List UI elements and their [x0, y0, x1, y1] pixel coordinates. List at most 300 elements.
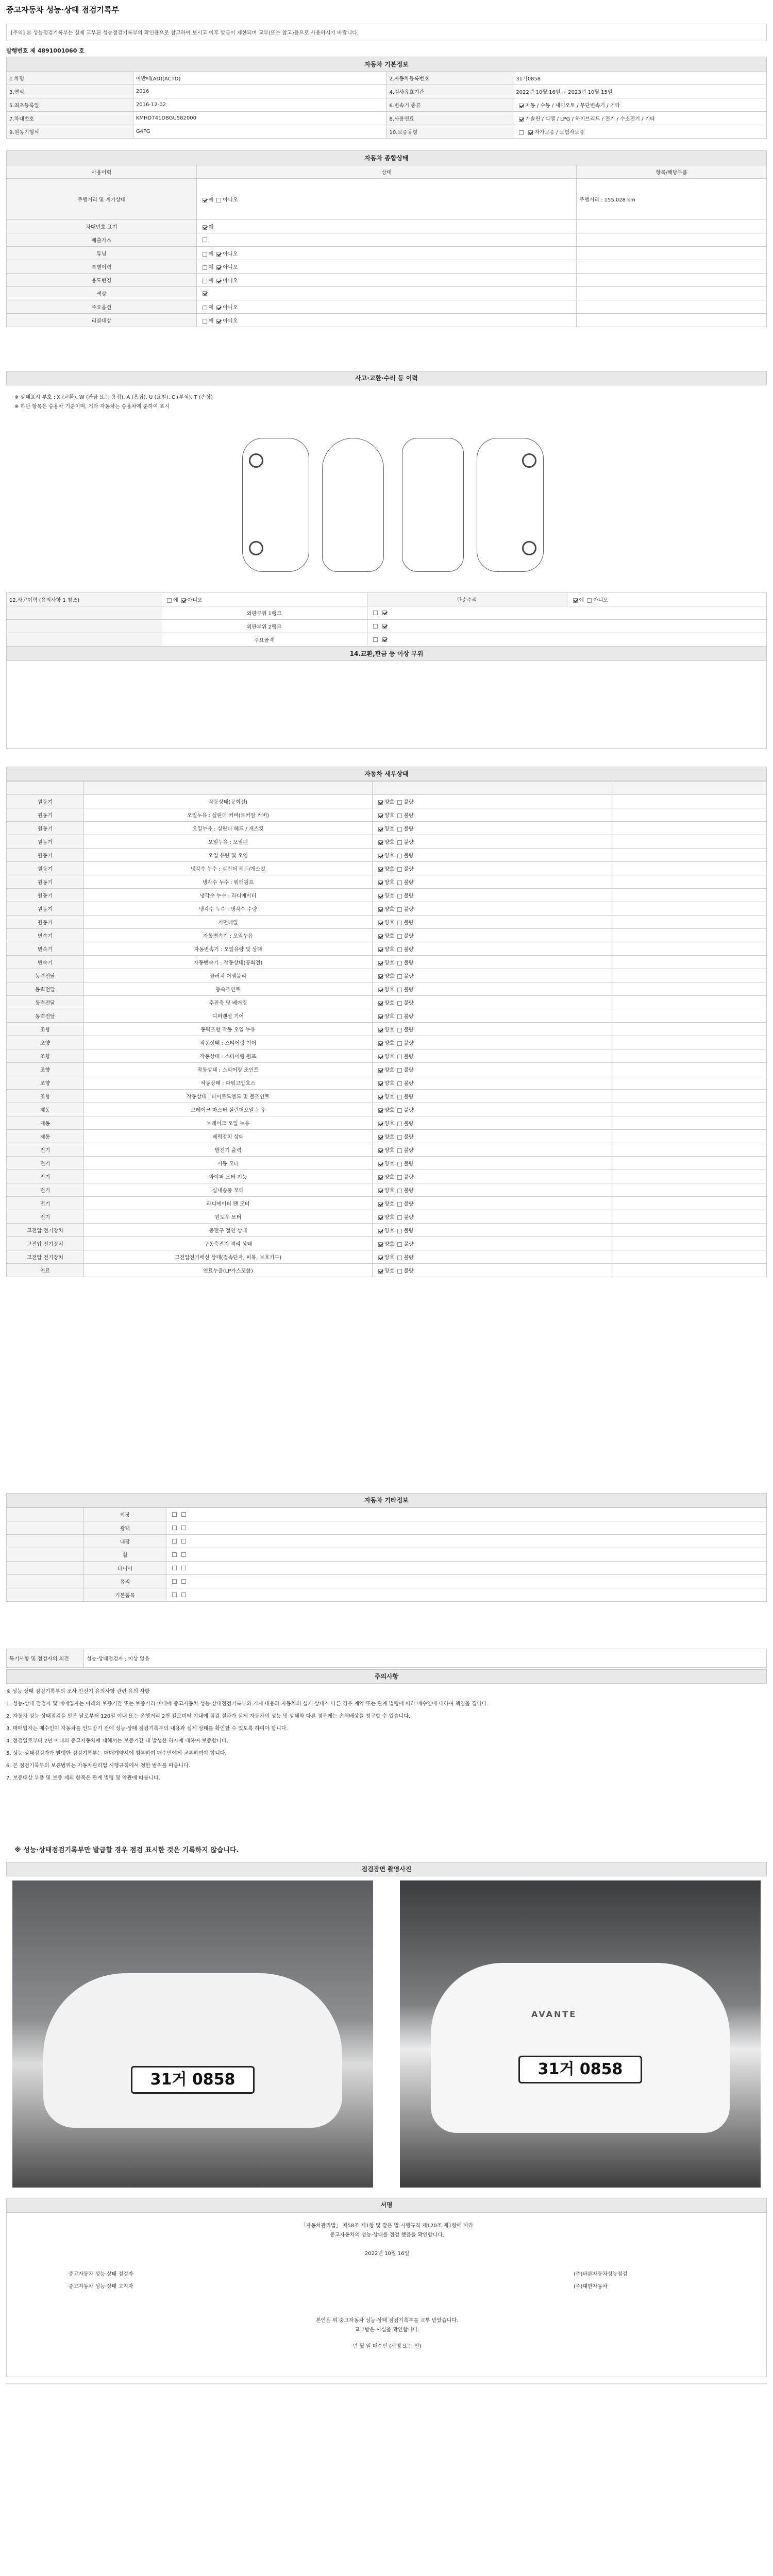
ok-label: 양호 [384, 800, 395, 805]
car-name-label: 1.차명 [7, 72, 133, 85]
detail-row [7, 929, 767, 942]
checkbox-icon [397, 1041, 402, 1046]
detail-state-cell [373, 1090, 612, 1103]
bad-label: 불량 [404, 1054, 414, 1060]
detail-row [7, 996, 767, 1009]
engine-type-label: 9.원동기형식 [7, 125, 133, 139]
usage-col-header: 사용이력 [7, 165, 197, 179]
checkbox-icon [397, 1148, 402, 1153]
detail-item-cell: 고전압전기배선 상태(접속단자, 피복, 보호기구) [84, 1250, 373, 1264]
detail-row [7, 1036, 767, 1049]
detail-state-cell [373, 1250, 612, 1264]
misc-state-cell [166, 1548, 767, 1562]
accident-history-label: 12.사고이력 (유의사항 1 참조) [7, 593, 161, 606]
fuel-options: 가솔린 / 디젤 / LPG / 하이브리드 / 전기 / 수소전기 / 기타 [525, 116, 655, 122]
emission-label: 배출가스 [7, 233, 197, 247]
misc-group-cell [7, 1535, 84, 1548]
bad-label: 불량 [404, 826, 414, 832]
bad-label: 불량 [404, 1228, 414, 1234]
transmission-label: 6.변속기 종류 [386, 98, 513, 112]
detail-row [7, 862, 767, 875]
checkbox-icon [378, 934, 383, 939]
note-item: 2. 자동차 성능·상태점검을 받은 날로부터 120일 이내 또는 운행거리 2천 킬로미터 이내에 점검 결과가 실제 자동차의 성능 및 상태와 다른 경우에는 손해배상을 청구할 수 있습니다. [6, 1714, 411, 1719]
detail-note-cell [612, 862, 767, 875]
detail-state-cell [373, 1210, 612, 1224]
checkbox-icon [397, 1229, 402, 1233]
car-frame-outline [402, 438, 464, 572]
detail-main-cell: 변속기 [7, 929, 84, 942]
checkbox-icon [378, 1175, 383, 1180]
detail-note-cell [612, 916, 767, 929]
detail-row [7, 916, 767, 929]
frame-label: 주요골격 [161, 633, 367, 647]
detail-state-cell [373, 1063, 612, 1076]
checkbox-icon [172, 1526, 177, 1530]
checkbox-icon [397, 1108, 402, 1113]
first-registration-value: 2016-12-02 [133, 98, 386, 112]
detail-note-cell [612, 1009, 767, 1023]
bad-label: 불량 [404, 840, 414, 845]
detail-main-cell: 제동 [7, 1103, 84, 1116]
checkbox-icon [172, 1552, 177, 1557]
report-notice: [주의] 본 성능점검기록부는 실제 교부된 성능점검기록부의 확인용으로 참고하여 보시고 이후 발급이 제한되며 교부(또는 참고)용으로 사용하시기 바랍니다. [6, 24, 767, 41]
checkbox-icon [378, 854, 383, 858]
bad-label: 불량 [404, 1027, 414, 1033]
checkbox-icon [519, 130, 524, 135]
accident-legend: ※ 상태표시 부호 : X (교환), W (판금 또는 용접), A (흠집), U (요철), C (부식), T (손상) [14, 395, 213, 400]
detail-note-cell [612, 1063, 767, 1076]
ok-label: 양호 [384, 1255, 395, 1261]
checkbox-icon [397, 1001, 402, 1006]
note-item: 1. 성능·상태 점검자 및 매매업자는 아래의 보증기간 또는 보증거리 이내에 중고자동차 성능·상태점검기록부의 기재 내용과 자동차의 실제 상태가 다른 경우 계약 또는 관계 법령에 따라 매수인에 대하여 책임을 집니다. [6, 1701, 489, 1707]
detail-state-cell [373, 1170, 612, 1183]
checkbox-icon [587, 598, 592, 603]
detail-row [7, 1076, 767, 1090]
rear-plate: 31거 0858 [518, 2056, 642, 2083]
checkbox-icon [181, 1552, 186, 1557]
detail-main-cell: 동력전달 [7, 996, 84, 1009]
detail-state-cell [373, 902, 612, 916]
inspection-period-label: 4.검사유효기간 [386, 85, 513, 98]
bad-label: 불량 [404, 1255, 414, 1261]
detail-item-cell: 브레이크 오일 누유 [84, 1116, 373, 1130]
misc-state-cell [166, 1508, 767, 1521]
checkbox-icon [397, 827, 402, 832]
bad-label: 불량 [404, 1161, 414, 1167]
detail-item-cell: 추진축 및 베어링 [84, 996, 373, 1009]
checkbox-icon [397, 1068, 402, 1073]
rank1-state [367, 606, 767, 620]
detail-state-cell [373, 1157, 612, 1170]
checkbox-icon [378, 1041, 383, 1046]
detail-main-cell: 전기 [7, 1157, 84, 1170]
detail-row [7, 1250, 767, 1264]
misc-row [7, 1562, 767, 1575]
front-photo [12, 1880, 373, 2188]
detail-state-cell [373, 1224, 612, 1237]
checkbox-icon [216, 306, 221, 310]
detail-item-cell: 자동변속기 : 오일누유 [84, 929, 373, 942]
ok-label: 양호 [384, 1188, 395, 1194]
detail-item-cell: 윈도우 모터 [84, 1210, 373, 1224]
detail-note-cell [612, 1116, 767, 1130]
detail-state-cell [373, 916, 612, 929]
engine-type-value: G4FG [133, 125, 386, 139]
detail-note-cell [612, 1264, 767, 1277]
checkbox-icon [181, 598, 186, 603]
buyer-signature-fields[interactable]: 년 월 일 매수인 (서명 또는 인) [352, 2344, 422, 2349]
checkbox-icon [373, 624, 378, 629]
detail-row [7, 1237, 767, 1250]
detail-main-cell: 연료 [7, 1264, 84, 1277]
front-plate: 31거 0858 [131, 2066, 255, 2094]
detail-note-cell [612, 1036, 767, 1049]
detail-main-cell: 고전압 전기장치 [7, 1224, 84, 1237]
detail-row [7, 1009, 767, 1023]
detail-item-cell: 작동상태 : 타이로드엔드 및 볼조인트 [84, 1090, 373, 1103]
vin-value: KMHD741DBGU582000 [133, 112, 386, 125]
detail-table [6, 781, 767, 1277]
checkbox-icon [378, 1148, 383, 1153]
checkbox-icon [167, 598, 172, 603]
option-no: 아니오 [223, 318, 238, 324]
detail-state-cell [373, 969, 612, 982]
state-col-header: 상태 [196, 165, 577, 179]
checkbox-icon [378, 974, 383, 979]
detail-main-cell: 조향 [7, 1049, 84, 1063]
detail-item-cell: 브레이크 마스터 실린더오일 누유 [84, 1103, 373, 1116]
bad-label: 불량 [404, 1067, 414, 1073]
receive-line2: 교부받은 사실을 확인합니다. [355, 2327, 419, 2333]
checkbox-icon [397, 1162, 402, 1166]
detail-main-cell: 조향 [7, 1023, 84, 1036]
detail-note-cell [612, 1157, 767, 1170]
wheel-icon [522, 541, 536, 555]
bad-label: 불량 [404, 1081, 414, 1087]
detail-state-cell [373, 1130, 612, 1143]
warranty-options: 자가보증 / 보험사보증 [534, 130, 584, 135]
notes-list [6, 1688, 767, 1787]
misc-row [7, 1521, 767, 1535]
tuning-state [196, 247, 577, 260]
checkbox-icon [397, 1055, 402, 1059]
document-number-suffix: 호 [79, 47, 85, 54]
checkbox-icon [397, 1175, 402, 1180]
transmission-options: 자동 / 수동 / 세미오토 / 무단변속기 / 기타 [525, 103, 620, 109]
accident-history-state [161, 593, 367, 606]
basic-info-table [6, 57, 767, 139]
detail-state-cell [373, 1116, 612, 1130]
bad-label: 불량 [404, 1041, 414, 1046]
detail-item-cell: 배력장치 상태 [84, 1130, 373, 1143]
detail-note-cell [612, 822, 767, 835]
blank-cell [7, 606, 161, 620]
option-yes: 예 [208, 278, 214, 284]
misc-row [7, 1535, 767, 1548]
purpose-change-item [577, 274, 767, 287]
ok-label: 양호 [384, 947, 395, 953]
rear-photo [400, 1880, 761, 2188]
checkbox-icon [378, 1135, 383, 1140]
detail-note-cell [612, 942, 767, 956]
detail-note-cell [612, 1103, 767, 1116]
checkbox-icon [216, 198, 221, 202]
notes-section-header: 주의사항 [6, 1669, 767, 1684]
checkbox-icon [172, 1566, 177, 1570]
ok-label: 양호 [384, 1067, 395, 1073]
detail-note-cell [612, 1197, 767, 1210]
detail-note-cell [612, 956, 767, 969]
ok-label: 양호 [384, 1094, 395, 1100]
inspector-name: (주)바른자동차성능점검 [574, 2272, 628, 2277]
detail-state-cell [373, 1264, 612, 1277]
option-yes: 예 [208, 197, 214, 203]
detail-main-cell: 전기 [7, 1143, 84, 1157]
checkbox-icon [203, 198, 207, 202]
option-no: 아니오 [187, 598, 203, 603]
ok-label: 양호 [384, 1027, 395, 1033]
special-history-item [577, 260, 767, 274]
ok-label: 양호 [384, 974, 395, 979]
bad-label: 불량 [404, 880, 414, 886]
vin-mark-label: 차대번호 표기 [7, 220, 197, 233]
checkbox-icon [397, 1269, 402, 1274]
detail-col-main [7, 782, 84, 795]
checkbox-icon [378, 880, 383, 885]
overall-status-table [6, 150, 767, 327]
bad-label: 불량 [404, 1268, 414, 1274]
detail-state-cell [373, 929, 612, 942]
bad-label: 불량 [404, 974, 414, 979]
checkbox-icon [378, 1202, 383, 1207]
checkbox-icon [378, 1001, 383, 1006]
detail-row [7, 1049, 767, 1063]
detail-row [7, 902, 767, 916]
detail-main-cell: 전기 [7, 1183, 84, 1197]
checkbox-icon [397, 1028, 402, 1032]
checkbox-icon [397, 1135, 402, 1140]
misc-item-cell: 유리 [84, 1575, 166, 1588]
checkbox-icon [573, 598, 578, 603]
detail-row [7, 808, 767, 822]
detail-main-cell: 전기 [7, 1197, 84, 1210]
detail-state-cell [373, 875, 612, 889]
detail-note-cell [612, 875, 767, 889]
checkbox-icon [378, 1162, 383, 1166]
detail-row [7, 835, 767, 849]
checkbox-icon [181, 1592, 186, 1597]
detail-main-cell: 원동기 [7, 916, 84, 929]
checkbox-icon [203, 319, 207, 324]
misc-table [6, 1507, 767, 1602]
detail-row [7, 1090, 767, 1103]
misc-table-block [6, 1507, 767, 1602]
detail-main-cell: 원동기 [7, 875, 84, 889]
detail-state-cell [373, 822, 612, 835]
detail-main-cell: 조향 [7, 1036, 84, 1049]
detail-main-cell: 고전압 전기장치 [7, 1237, 84, 1250]
checkbox-icon [397, 840, 402, 845]
detail-item-cell: 냉각수 누수 : 라디에이터 [84, 889, 373, 902]
ok-label: 양호 [384, 987, 395, 993]
detail-row [7, 969, 767, 982]
detail-note-cell [612, 996, 767, 1009]
checkbox-icon [382, 624, 387, 629]
checkbox-icon [378, 1108, 383, 1113]
photo-section-header: 점검장면 촬영사진 [6, 1862, 767, 1876]
checkbox-icon [181, 1579, 186, 1584]
detail-table-block [6, 781, 767, 1277]
detail-state-cell [373, 862, 612, 875]
detail-item-cell: 작동상태 : 스티어링 조인트 [84, 1063, 373, 1076]
wheel-icon [522, 453, 536, 468]
bad-label: 불량 [404, 1175, 414, 1180]
checkbox-icon [378, 1014, 383, 1019]
option-no: 아니오 [223, 265, 238, 270]
detail-note-cell [612, 849, 767, 862]
ok-label: 양호 [384, 867, 395, 872]
ok-label: 양호 [384, 934, 395, 939]
bad-label: 불량 [404, 867, 414, 872]
bad-label: 불량 [404, 934, 414, 939]
note-item: 4. 점검일로부터 2년 이내의 중고자동차에 대해서는 보증기간 내 발생한 하자에 대하여 보증합니다. [6, 1738, 228, 1744]
ok-label: 양호 [384, 1134, 395, 1140]
checkbox-icon [172, 1539, 177, 1544]
detail-main-cell: 원동기 [7, 795, 84, 808]
checkbox-icon [378, 961, 383, 965]
detail-item-cell: 작동상태 : 파워고압호스 [84, 1076, 373, 1090]
detail-row [7, 942, 767, 956]
detail-row [7, 982, 767, 996]
detail-state-cell [373, 1143, 612, 1157]
detail-row [7, 1197, 767, 1210]
signature-date: 2022년 10월 16일 [364, 2251, 410, 2257]
signature-line1: 「자동차관리법」 제58조 제1항 및 같은 법 시행규칙 제120조 제1항에 따라 [300, 2223, 474, 2229]
checkbox-icon [397, 1095, 402, 1099]
misc-row [7, 1508, 767, 1521]
misc-item-cell: 기본품목 [84, 1588, 166, 1602]
checkbox-icon [378, 1068, 383, 1073]
detail-note-cell [612, 1076, 767, 1090]
detail-row [7, 1116, 767, 1130]
checkbox-icon [397, 894, 402, 899]
detail-note-cell [612, 1170, 767, 1183]
note-item: ※ 성능·상태 점검기록부의 조사 안전기 유의사항 관련 유의 사항 [6, 1689, 150, 1694]
ok-label: 양호 [384, 1041, 395, 1046]
checkbox-icon [378, 814, 383, 818]
wheel-icon [249, 541, 263, 555]
detail-note-cell [612, 889, 767, 902]
detail-row [7, 1210, 767, 1224]
detail-row [7, 795, 767, 808]
detail-row [7, 889, 767, 902]
checkbox-icon [203, 238, 207, 242]
checkbox-icon [203, 265, 207, 270]
misc-group-cell [7, 1548, 84, 1562]
detail-item-cell: 오일누유 : 실린더 헤드 / 개스킷 [84, 822, 373, 835]
checkbox-icon [397, 1242, 402, 1247]
detail-note-cell [612, 929, 767, 942]
checkbox-icon [378, 907, 383, 912]
ok-label: 양호 [384, 840, 395, 845]
misc-group-cell [7, 1508, 84, 1521]
detail-main-cell: 조향 [7, 1063, 84, 1076]
ok-label: 양호 [384, 960, 395, 966]
bad-label: 불량 [404, 1134, 414, 1140]
detail-col-note [612, 782, 767, 795]
bottom-notice: ※ 성능·상태점검기록부만 발급할 경우 점검 표시한 것은 기록하지 않습니다. [14, 1846, 239, 1854]
detail-item-cell: 오일누유 : 실린더 커버(로커암 커버) [84, 808, 373, 822]
bad-label: 불량 [404, 1001, 414, 1006]
overall-status-block [6, 150, 767, 327]
mileage-value: 주행거리 : 155,028 km [577, 179, 767, 220]
rank1-label: 외판부위 1랭크 [161, 606, 367, 620]
special-history-state [196, 260, 577, 274]
checkbox-icon [378, 1229, 383, 1233]
option-yes: 예 [208, 318, 214, 324]
detail-state-cell [373, 956, 612, 969]
detail-state-cell [373, 835, 612, 849]
bad-label: 불량 [404, 960, 414, 966]
detail-main-cell: 제동 [7, 1130, 84, 1143]
option-yes: 예 [208, 251, 214, 257]
detail-state-cell [373, 795, 612, 808]
detail-row [7, 1264, 767, 1277]
detail-main-cell: 원동기 [7, 902, 84, 916]
note-item: 7. 보증대상 부품 및 보증 제외 항목은 관계 법령 및 약관에 따릅니다. [6, 1775, 160, 1781]
detail-main-cell: 원동기 [7, 889, 84, 902]
bad-label: 불량 [404, 813, 414, 819]
color-item [577, 287, 767, 300]
detail-note-cell [612, 902, 767, 916]
option-no: 아니오 [223, 278, 238, 284]
checkbox-icon [397, 974, 402, 979]
misc-row [7, 1575, 767, 1588]
color-state [196, 287, 577, 300]
detail-note-cell [612, 1023, 767, 1036]
detail-item-cell: 구동축전지 격리 상태 [84, 1237, 373, 1250]
detail-item-cell: 동력조향 작동 오일 누유 [84, 1023, 373, 1036]
option-yes: 예 [208, 225, 214, 230]
opinion-table [6, 1649, 767, 1668]
ok-label: 양호 [384, 880, 395, 886]
misc-state-cell [166, 1575, 767, 1588]
checkbox-icon [203, 252, 207, 257]
checkbox-icon [519, 117, 524, 122]
detail-note-cell [612, 1143, 767, 1157]
plate-label: 2.자동차등록번호 [386, 72, 513, 85]
checkbox-icon [397, 961, 402, 965]
misc-item-cell: 내장 [84, 1535, 166, 1548]
detail-state-cell [373, 849, 612, 862]
frame-state [367, 633, 767, 647]
detail-main-cell: 동력전달 [7, 982, 84, 996]
checkbox-icon [382, 637, 387, 642]
detail-item-cell: 자동변속기 : 작동상태(공회전) [84, 956, 373, 969]
option-no: 아니오 [593, 598, 609, 603]
ok-label: 양호 [384, 1268, 395, 1274]
checkbox-icon [378, 1189, 383, 1193]
checkbox-icon [397, 934, 402, 939]
detail-item-cell: 커먼레일 [84, 916, 373, 929]
option-no: 아니오 [223, 305, 238, 311]
checkbox-icon [216, 252, 221, 257]
option-yes: 예 [579, 598, 584, 603]
detail-note-cell [612, 795, 767, 808]
detail-row [7, 822, 767, 835]
detail-section-header: 자동차 세부상태 [6, 767, 767, 781]
detail-row [7, 1103, 767, 1116]
